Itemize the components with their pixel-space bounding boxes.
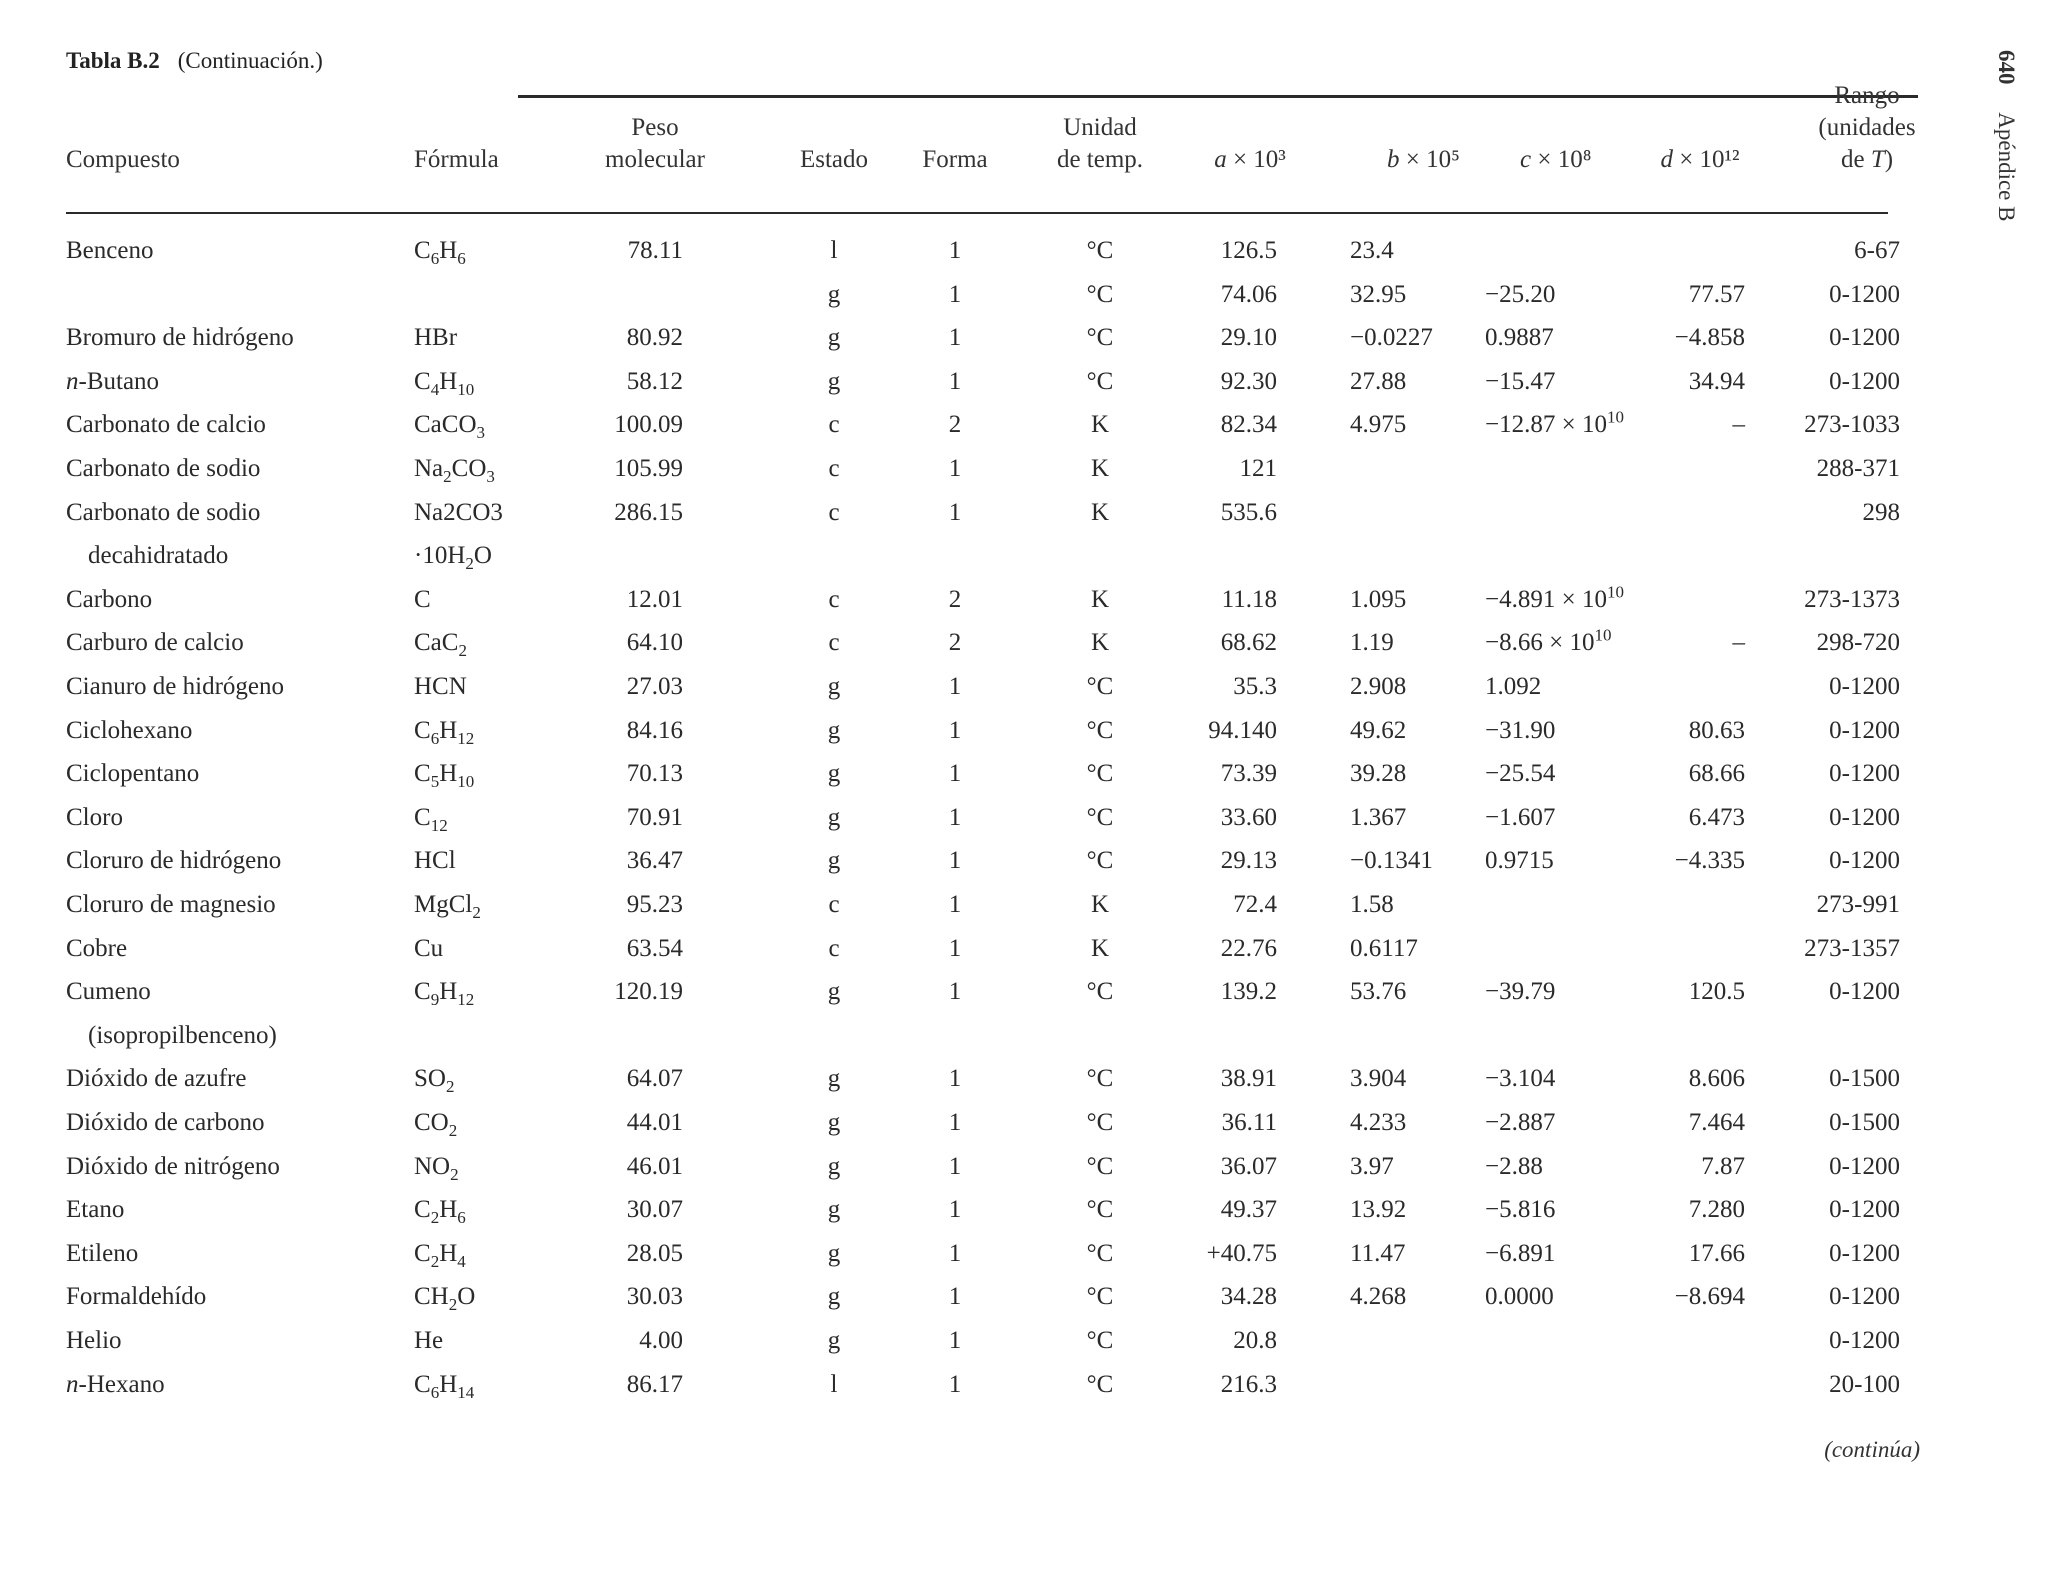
cell-unidad: °C: [1086, 1327, 1114, 1354]
cell-estado: g: [827, 280, 841, 308]
cell-compuesto: Etano: [66, 1196, 125, 1224]
cell-a: 72.4: [1233, 891, 1277, 918]
cell-compuesto: Bromuro de hidrógeno: [66, 324, 294, 352]
cell-forma: 1: [948, 1065, 962, 1093]
cell-c: −2.887: [1485, 1109, 1556, 1136]
cell-peso: 105.99: [614, 455, 683, 482]
cell-compuesto: Formaldehído: [66, 1283, 207, 1311]
header-rango: Rango: [1834, 82, 1900, 109]
cell-peso: 86.17: [626, 1370, 683, 1398]
cell-formula: CaC$_2$: [414, 629, 467, 661]
cell-rango: 0-1200: [1829, 673, 1900, 700]
cell-a: 11.18: [1221, 585, 1277, 613]
cell-estado: l: [830, 1370, 838, 1398]
cell-c: $-8.66 \times 10^{10}$: [1485, 626, 1612, 657]
cell-unidad: °C: [1086, 280, 1114, 308]
cell-estado: g: [827, 1327, 841, 1354]
cell-c: −39.79: [1485, 978, 1556, 1006]
cell-formula: CaCO$_3$: [414, 411, 485, 443]
cell-b: 3.97: [1350, 1152, 1394, 1180]
cell-forma: 1: [948, 891, 962, 918]
cell-formula: HCl: [414, 847, 456, 875]
cell-forma: 1: [948, 803, 962, 831]
cell-c: 0.0000: [1485, 1283, 1554, 1311]
cell-compuesto: decahidratado: [88, 542, 229, 570]
header-formula: Fórmula: [414, 146, 499, 173]
cell-c: −31.90: [1485, 716, 1556, 744]
cell-rango: 0-1200: [1829, 978, 1900, 1006]
cell-c: −15.47: [1485, 367, 1556, 395]
cell-formula: $C_5H_{10}$: [414, 760, 475, 792]
cell-forma: 2: [948, 411, 962, 439]
cell-a: 34.28: [1220, 1283, 1277, 1311]
cell-formula: $NO_2$: [414, 1152, 459, 1184]
cell-b: 3.904: [1350, 1065, 1407, 1093]
cell-unidad: °C: [1086, 1283, 1114, 1311]
cell-formula: MgCl$_2$: [414, 891, 481, 922]
cell-formula: $C_6H_{12}$: [414, 716, 475, 748]
cell-a: 38.91: [1220, 1065, 1277, 1093]
cell-compuesto: Carbono: [66, 585, 153, 613]
cell-compuesto: Ciclopentano: [66, 760, 200, 788]
cell-compuesto: Benceno: [66, 237, 154, 264]
cell-compuesto: Cloruro de hidrógeno: [66, 847, 282, 875]
cell-peso: 28.05: [626, 1239, 683, 1267]
cell-estado: c: [828, 934, 840, 962]
cell-forma: 1: [948, 324, 962, 352]
cell-c: −5.816: [1485, 1196, 1556, 1224]
cell-compuesto: Dióxido de carbono: [66, 1109, 265, 1136]
cell-forma: 1: [948, 455, 962, 482]
cell-b: 53.76: [1350, 978, 1407, 1006]
header-rango: de T): [1840, 146, 1894, 173]
cell-a: 139.2: [1220, 978, 1277, 1006]
header-rule: [66, 212, 1888, 214]
cell-formula: $C_2H_6$: [414, 1196, 466, 1228]
cell-unidad: K: [1090, 498, 1110, 526]
cell-estado: l: [830, 237, 838, 264]
cell-forma: 2: [948, 629, 962, 657]
table-label: Tabla B.2: [66, 48, 160, 73]
cell-unidad: °C: [1086, 1196, 1114, 1224]
cell-b: 13.92: [1350, 1196, 1407, 1224]
cell-rango: 0-1200: [1829, 760, 1900, 788]
cell-estado: c: [828, 891, 840, 918]
cell-peso: 120.19: [614, 978, 683, 1006]
cell-formula: $C_9H_{12}$: [414, 978, 475, 1010]
cell-a: 94.140: [1208, 716, 1277, 744]
cell-c: $-4.891 \times 10^{10}$: [1485, 582, 1624, 613]
cell-estado: g: [827, 673, 841, 700]
cell-d: 7.464: [1688, 1109, 1745, 1136]
cell-estado: c: [828, 629, 840, 657]
cell-b: 0.6117: [1350, 934, 1418, 962]
cell-d: −4.858: [1674, 324, 1745, 352]
page-margin: [1993, 50, 2019, 221]
cell-rango: 298-720: [1816, 629, 1900, 657]
header-d: d × 10¹²: [1660, 146, 1740, 173]
cell-rango: 298: [1862, 498, 1900, 526]
cell-rango: 0-1200: [1829, 1327, 1900, 1354]
cell-peso: 95.23: [626, 891, 683, 918]
cell-peso: 70.13: [626, 760, 683, 788]
cell-b: 1.367: [1350, 803, 1407, 831]
cell-forma: 1: [948, 1152, 962, 1180]
cell-rango: 0-1500: [1829, 1065, 1900, 1093]
cell-d: 80.63: [1688, 716, 1745, 744]
cell-estado: g: [827, 1065, 841, 1093]
cell-b: 4.233: [1350, 1109, 1407, 1136]
cell-d: –: [1732, 411, 1745, 439]
cell-forma: 1: [948, 847, 962, 875]
cell-unidad: K: [1090, 411, 1110, 439]
header-peso: Peso: [631, 114, 679, 141]
cell-rango: 273-1357: [1804, 934, 1900, 962]
cell-a: 22.76: [1220, 934, 1277, 962]
cell-b: 32.95: [1350, 280, 1407, 308]
header-compuesto: Compuesto: [66, 146, 180, 173]
cell-rango: 288-371: [1816, 455, 1900, 482]
table-caption: [66, 48, 323, 74]
cell-c: −25.54: [1485, 760, 1556, 788]
cell-peso: 46.01: [626, 1152, 683, 1180]
cell-compuesto: Dióxido de nitrógeno: [66, 1152, 280, 1180]
cell-rango: 0-1200: [1829, 803, 1900, 831]
cell-compuesto: Dióxido de azufre: [66, 1065, 247, 1093]
cell-a: 535.6: [1220, 498, 1277, 526]
header-peso: molecular: [605, 146, 705, 173]
cell-peso: 36.47: [626, 847, 683, 875]
cell-estado: c: [828, 585, 840, 613]
cell-compuesto: Carbonato de sodio: [66, 455, 261, 482]
cell-unidad: °C: [1086, 1152, 1114, 1180]
cell-d: 77.57: [1688, 280, 1745, 308]
cell-unidad: °C: [1086, 324, 1114, 352]
cell-unidad: °C: [1086, 1065, 1114, 1093]
cell-a: 216.3: [1220, 1370, 1277, 1398]
cell-unidad: °C: [1086, 673, 1114, 700]
page-number: 640: [1994, 50, 2019, 85]
cell-c: −25.20: [1485, 280, 1556, 308]
header-b: b × 10⁵: [1387, 146, 1460, 173]
cell-b: 1.095: [1350, 585, 1407, 613]
cell-forma: 1: [948, 934, 962, 962]
cell-unidad: K: [1090, 891, 1110, 918]
cell-rango: 0-1200: [1829, 280, 1900, 308]
cell-compuesto: Cumeno: [66, 978, 151, 1006]
cell-compuesto: Etileno: [66, 1239, 139, 1267]
cell-a: 73.39: [1220, 760, 1277, 788]
cell-formula: $C_2H_4$: [414, 1239, 466, 1271]
cell-peso: 64.07: [626, 1065, 683, 1093]
cell-c: 0.9887: [1485, 324, 1554, 352]
cell-forma: 1: [948, 760, 962, 788]
cell-rango: 273-991: [1816, 891, 1900, 918]
cell-estado: g: [827, 1283, 841, 1311]
header-c: c × 10⁸: [1520, 146, 1592, 173]
cell-forma: 1: [948, 498, 962, 526]
cell-compuesto: Cloro: [66, 803, 123, 831]
cell-estado: g: [827, 760, 841, 788]
cell-b: 23.4: [1350, 237, 1394, 264]
top-rule: [518, 95, 1918, 98]
cell-unidad: °C: [1086, 978, 1114, 1006]
cell-unidad: °C: [1086, 1239, 1114, 1267]
cell-peso: 44.01: [626, 1109, 683, 1136]
cell-estado: c: [828, 411, 840, 439]
cell-estado: g: [827, 847, 841, 875]
cell-d: 7.87: [1701, 1152, 1745, 1180]
cell-b: 11.47: [1350, 1239, 1406, 1267]
cell-d: 7.280: [1688, 1196, 1745, 1224]
cell-compuesto: Cloruro de magnesio: [66, 891, 276, 918]
section-title: Apéndice B: [1994, 112, 2019, 222]
cell-a: 126.5: [1220, 237, 1277, 264]
table-caption-text: (Continuación.): [177, 48, 323, 73]
cell-formula: $CH_2O$: [414, 1283, 476, 1315]
cell-unidad: K: [1090, 585, 1110, 613]
cell-forma: 1: [948, 280, 962, 308]
cell-b: 1.58: [1350, 891, 1394, 918]
header-rango: (unidades: [1818, 114, 1916, 141]
cell-unidad: °C: [1086, 716, 1114, 744]
cell-forma: 1: [948, 673, 962, 700]
cell-peso: 286.15: [614, 498, 683, 526]
cell-estado: g: [827, 1152, 841, 1180]
cell-rango: 0-1200: [1829, 1196, 1900, 1224]
cell-b: 49.62: [1350, 716, 1407, 744]
cell-a: 29.13: [1220, 847, 1277, 875]
cell-formula: Na2CO3: [414, 498, 503, 526]
cell-compuesto: Helio: [66, 1327, 122, 1354]
cell-formula: $\cdot 10H_2O$: [414, 542, 492, 574]
cell-d: −4.335: [1674, 847, 1745, 875]
cell-c: −6.891: [1485, 1239, 1556, 1267]
cell-estado: g: [827, 324, 841, 352]
cell-estado: g: [827, 716, 841, 744]
cell-b: −0.0227: [1350, 324, 1433, 352]
cell-peso: 63.54: [626, 934, 683, 962]
cell-unidad: K: [1090, 455, 1110, 482]
cell-rango: 273-1033: [1804, 411, 1900, 439]
cell-peso: 4.00: [639, 1327, 683, 1354]
cell-compuesto: (isopropilbenceno): [88, 1021, 277, 1049]
cell-c: −2.88: [1485, 1152, 1543, 1180]
header-estado: Estado: [799, 146, 869, 173]
cell-unidad: °C: [1086, 1370, 1114, 1398]
cell-rango: 0-1200: [1829, 1239, 1900, 1267]
cell-d: 120.5: [1688, 978, 1745, 1006]
cell-compuesto: Cianuro de hidrógeno: [66, 673, 285, 700]
cell-rango: 0-1200: [1829, 324, 1900, 352]
cell-a: 82.34: [1220, 411, 1277, 439]
cell-peso: 27.03: [626, 673, 683, 700]
cell-estado: g: [827, 1109, 841, 1136]
cell-b: 4.975: [1350, 411, 1407, 439]
cell-forma: 1: [948, 1370, 962, 1398]
cell-estado: c: [828, 455, 840, 482]
cell-d: 34.94: [1688, 367, 1745, 395]
cell-formula: $C_6H_{14}$: [414, 1370, 475, 1402]
cell-d: −8.694: [1674, 1283, 1745, 1311]
cell-a: 20.8: [1233, 1327, 1277, 1354]
cell-rango: 0-1500: [1829, 1109, 1900, 1136]
cell-unidad: °C: [1086, 237, 1114, 264]
cell-estado: g: [827, 978, 841, 1006]
cell-compuesto: Carbonato de calcio: [66, 411, 266, 439]
cell-peso: 78.11: [627, 237, 683, 264]
cell-unidad: K: [1090, 934, 1110, 962]
cell-a: 36.07: [1220, 1152, 1277, 1180]
cell-peso: 30.03: [626, 1283, 683, 1311]
continues-note: (continúa): [1824, 1437, 1920, 1462]
cell-formula: $CO_2$: [414, 1109, 458, 1140]
cell-rango: 6-67: [1854, 237, 1900, 264]
cell-forma: 1: [948, 237, 962, 264]
cell-a: 49.37: [1220, 1196, 1277, 1224]
header-unidad: de temp.: [1056, 146, 1144, 173]
cell-d: –: [1732, 629, 1745, 657]
cell-a: 33.60: [1220, 803, 1277, 831]
cell-forma: 1: [948, 716, 962, 744]
cell-b: −0.1341: [1350, 847, 1433, 875]
cell-formula: $Na_2CO_3$: [414, 455, 495, 486]
cell-a: 68.62: [1220, 629, 1277, 657]
cell-compuesto: Ciclohexano: [66, 716, 193, 744]
cell-rango: 0-1200: [1829, 367, 1900, 395]
cell-forma: 1: [948, 978, 962, 1006]
cell-estado: c: [828, 498, 840, 526]
cell-estado: g: [827, 1239, 841, 1267]
cell-formula: HBr: [414, 324, 458, 352]
cell-forma: 1: [948, 1239, 962, 1267]
cell-forma: 1: [948, 1327, 962, 1354]
cell-formula: HCN: [414, 673, 467, 700]
cell-peso: 80.92: [626, 324, 683, 352]
cell-compuesto: Carburo de calcio: [66, 629, 244, 657]
cell-b: 4.268: [1350, 1283, 1407, 1311]
cell-unidad: °C: [1086, 803, 1114, 831]
cell-estado: g: [827, 803, 841, 831]
cell-formula: $C_4H_{10}$: [414, 367, 475, 399]
cell-unidad: °C: [1086, 847, 1114, 875]
cell-formula: He: [414, 1327, 444, 1354]
cell-formula: $SO_2$: [414, 1065, 455, 1097]
cell-c: 0.9715: [1485, 847, 1554, 875]
cell-d: 68.66: [1688, 760, 1745, 788]
cell-peso: 70.91: [626, 803, 683, 831]
cell-d: 17.66: [1688, 1239, 1745, 1267]
cell-forma: 1: [948, 1283, 962, 1311]
cell-forma: 1: [948, 367, 962, 395]
header-a: a × 10³: [1214, 146, 1286, 173]
cell-a: 29.10: [1220, 324, 1277, 352]
cell-unidad: °C: [1086, 760, 1114, 788]
cell-a: 121: [1239, 455, 1277, 482]
cell-rango: 0-1200: [1829, 1152, 1900, 1180]
cell-formula: $C_6H_6$: [414, 237, 466, 268]
cell-peso: 12.01: [626, 585, 683, 613]
cell-c: $-12.87 \times 10^{10}$: [1485, 408, 1624, 439]
cell-a: 74.06: [1220, 280, 1277, 308]
header-forma: Forma: [922, 146, 988, 173]
cell-d: 6.473: [1688, 803, 1745, 831]
cell-peso: 100.09: [614, 411, 683, 439]
cell-compuesto: Carbonato de sodio: [66, 498, 261, 526]
cell-b: 27.88: [1350, 367, 1407, 395]
cell-rango: 0-1200: [1829, 1283, 1900, 1311]
cell-unidad: K: [1090, 629, 1110, 657]
cell-unidad: °C: [1086, 1109, 1114, 1136]
cell-peso: 30.07: [626, 1196, 683, 1224]
cell-formula: $C_{12}$: [414, 803, 448, 835]
cell-peso: 64.10: [626, 629, 683, 657]
cell-a: +40.75: [1206, 1239, 1277, 1267]
cell-compuesto: Cobre: [66, 934, 128, 962]
cell-compuesto: n-Hexano: [66, 1370, 165, 1398]
cell-c: −1.607: [1485, 803, 1556, 831]
cell-b: 39.28: [1350, 760, 1407, 788]
cell-d: 8.606: [1688, 1065, 1745, 1093]
cell-forma: 1: [948, 1196, 962, 1224]
cell-peso: 84.16: [626, 716, 683, 744]
cell-compuesto: n-Butano: [66, 367, 160, 395]
cell-a: 36.11: [1221, 1109, 1277, 1136]
cell-b: 1.19: [1350, 629, 1394, 657]
cell-rango: 20-100: [1829, 1370, 1900, 1398]
cell-rango: 273-1373: [1804, 585, 1900, 613]
header-unidad: Unidad: [1063, 114, 1137, 141]
cell-b: 2.908: [1350, 673, 1407, 700]
cell-unidad: °C: [1086, 367, 1114, 395]
cell-rango: 0-1200: [1829, 716, 1900, 744]
cell-peso: 58.12: [626, 367, 683, 395]
cell-a: 35.3: [1233, 673, 1277, 700]
cell-estado: g: [827, 1196, 841, 1224]
cell-c: 1.092: [1485, 673, 1542, 700]
cell-rango: 0-1200: [1829, 847, 1900, 875]
cell-formula: Cu: [414, 934, 444, 962]
cell-a: 92.30: [1220, 367, 1277, 395]
cell-formula: C: [414, 585, 431, 613]
cell-estado: g: [827, 367, 841, 395]
cell-c: −3.104: [1485, 1065, 1556, 1093]
cell-forma: 1: [948, 1109, 962, 1136]
cell-forma: 2: [948, 585, 962, 613]
